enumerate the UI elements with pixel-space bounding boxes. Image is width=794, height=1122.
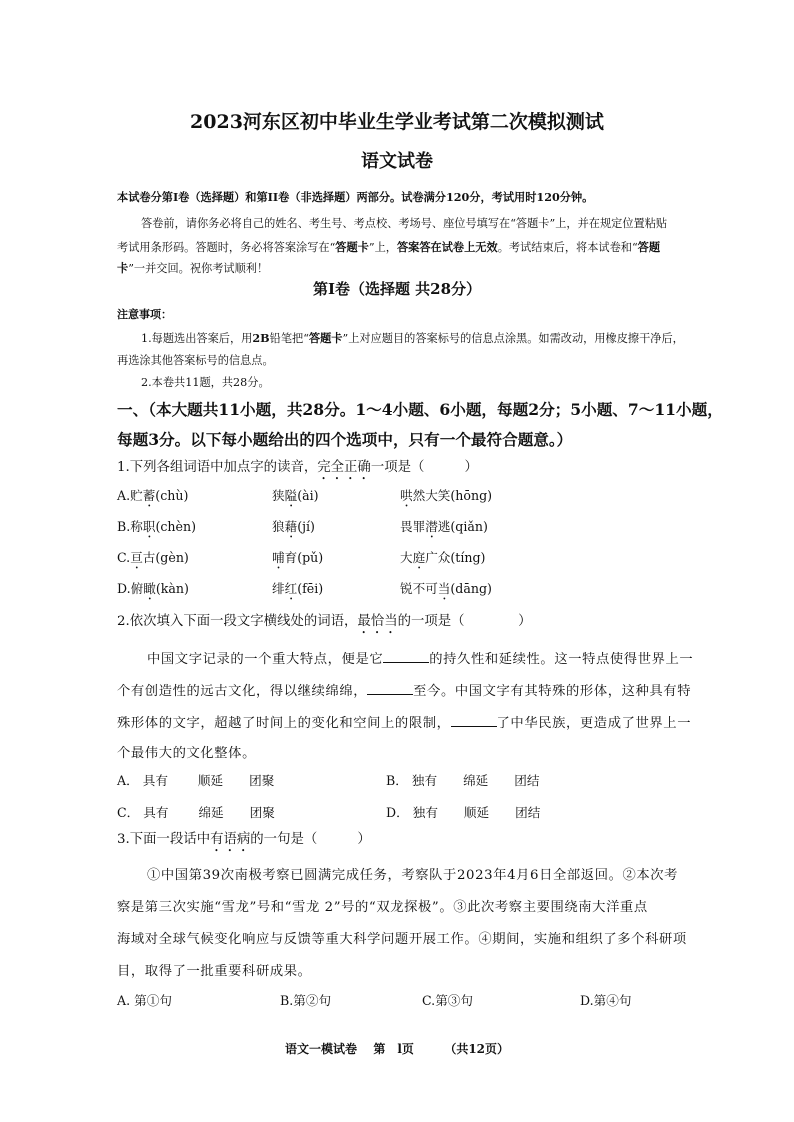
q2-paragraph-line-4: 个最伟大的文化整体。 [117, 746, 256, 761]
q1-stem-text: 1.下列各组词语中加点字的读音， [117, 460, 318, 475]
word: 育 [284, 550, 298, 565]
q1-option-a-w3 [400, 485, 492, 510]
option-word: 绵延 [198, 805, 224, 820]
note-text: 1.每题选出答案后，用 [141, 332, 253, 345]
note-emph: 答题卡 [308, 331, 343, 345]
option-word: 顺延 [463, 805, 490, 820]
q1-option-b-w2 [272, 516, 315, 541]
dotted-char: 瞰 [143, 581, 156, 596]
dotted-char: 当 [437, 581, 451, 596]
pinyin: (fēi) [297, 581, 324, 596]
para-text: 的持久性和延续性。这一特点使得世界上一 [429, 652, 694, 667]
pinyin: (gèn) [155, 550, 189, 565]
q3-option-b [280, 990, 331, 1009]
option-label: D. [117, 581, 131, 596]
intro-bold-line: 本试卷分第Ⅰ卷（选择题）和第II卷（非选择题）两部分。试卷满分120分，考试用时120分钟。 [117, 190, 594, 204]
q3-paragraph-line-4: 目，取得了一批重要科研成果。 [117, 964, 312, 979]
intro-emph: 答题 [637, 240, 661, 254]
q2-paragraph-line-2 [117, 680, 691, 699]
word: 畏罪 [400, 519, 426, 534]
note-emph: 2B [252, 331, 270, 345]
intro-text: 考试用条形码。答题时，务必将答案涂写在“ [117, 241, 336, 254]
intro-line-2 [117, 239, 660, 255]
para-text: 个有创造性的远古文化，得以继续绵绵， [117, 684, 368, 699]
q3-stem-text: 的一句是（ ） [250, 832, 371, 847]
q2-option-b [386, 770, 539, 789]
word: 狭 [272, 488, 285, 503]
q1-option-c [117, 547, 189, 572]
option-word: 具有 [142, 773, 168, 788]
q3-stem-text: 3.下面一段话中 [117, 832, 211, 847]
q1-option-c-w2 [272, 547, 323, 572]
pinyin: (dāng) [450, 581, 492, 596]
q2-stem-text: 2.依次填入下面一段文字横线处的词语， [117, 614, 358, 629]
option-text: 第②句 [293, 993, 332, 1008]
option-word: 团结 [514, 773, 540, 788]
option-word: 顺延 [197, 773, 224, 788]
option-word: 具有 [143, 805, 169, 820]
note-2: 2.本卷共11题，共28分。 [141, 376, 270, 389]
footer-page-total: （共12页） [444, 1042, 510, 1056]
pinyin: (chù) [155, 488, 189, 503]
word: 逃 [437, 519, 451, 534]
q1-stem [117, 456, 478, 483]
word: 广众 [425, 550, 451, 565]
fill-blank [367, 682, 413, 695]
dotted-char: 蓄 [142, 488, 156, 503]
q3-paragraph-line-1: ①中国第39次南极考察已圆满完成任务，考察队于2023年4月6日全部返回。②本次考 [147, 868, 679, 883]
exam-title: 2023河东区初中毕业生学业考试第二次模拟测试 [190, 111, 604, 133]
footer-page-number: 第 l页 [373, 1042, 414, 1056]
q2-stem-text: 的一项是（ ） [397, 614, 532, 629]
dotted-char: 藉 [284, 519, 298, 534]
q1-option-a-w2 [272, 485, 319, 510]
intro-text: 。考试结束后，将本试卷和“ [497, 241, 638, 254]
q3-stem [117, 828, 371, 855]
q3-option-a [117, 990, 172, 1009]
intro-text: ”上， [368, 241, 397, 254]
q2-option-a [117, 770, 274, 789]
word: 狼 [272, 519, 285, 534]
q3-option-d [580, 990, 631, 1009]
option-label: C． [117, 805, 140, 820]
pinyin: (pǔ) [297, 550, 324, 565]
fill-blank [383, 650, 429, 663]
pinyin: (jí) [297, 519, 315, 534]
q2-paragraph-line-3 [117, 712, 691, 731]
pinyin: (ài) [297, 488, 319, 503]
para-text: 殊形体的文字，超越了时间上的变化和空间上的限制， [117, 716, 451, 731]
q1-option-a [117, 485, 188, 510]
q3-paragraph-line-2: 察是第三次实施“雪龙”号和“雪龙 2”号的“双龙探极”。③此次考察主要围绕南大洋重点 [117, 900, 648, 915]
note-1-cont: 再选涂其他答案标号的信息点。 [117, 354, 274, 367]
exam-subtitle: 语文试卷 [361, 151, 433, 172]
intro-line-1: 答卷前，请你务必将自己的姓名、考生号、考点校、考场号、座位号填写在“答题卡”上，并在规定位置粘贴 [141, 217, 668, 230]
q2-option-d [386, 802, 540, 821]
word: 绯 [272, 581, 285, 596]
intro-emph: 卡 [117, 261, 129, 275]
para-text: 了中华民族，更造成了世界上一 [496, 716, 692, 731]
q2-paragraph-line-1 [147, 648, 693, 667]
intro-emph: 答案答在试卷上无效 [396, 240, 498, 254]
option-word: 独有 [412, 805, 438, 820]
q1-stem-text: 一项是（ ） [370, 460, 478, 475]
q1-option-d-w2 [272, 578, 323, 603]
word: 俯 [130, 581, 144, 596]
intro-line-3 [117, 260, 268, 276]
q2-stem [117, 610, 532, 637]
pinyin: (qiǎn) [450, 519, 488, 534]
option-word: 独有 [411, 773, 438, 788]
dotted-char: 亘 [130, 550, 143, 565]
word: 然大笑 [412, 488, 451, 503]
dotted-char: 潜 [425, 519, 438, 534]
option-word: 绵延 [463, 773, 489, 788]
dotted-char: 哄 [400, 488, 413, 503]
option-label: B. [117, 519, 131, 534]
q1-option-b-w3 [400, 516, 488, 541]
option-word: 团聚 [249, 805, 275, 820]
q1-option-b [117, 516, 196, 541]
option-label: D． [386, 805, 409, 820]
q1-option-c-w3 [400, 547, 485, 572]
part1-line-1: 一、（本大题共11小题，共28分。1～4小题、6小题，每题2分；5小题、7～11小题， [117, 400, 723, 419]
option-text: 第③句 [435, 993, 473, 1008]
option-label: A. [117, 993, 131, 1008]
notes-heading: 注意事项： [117, 308, 172, 321]
q3-stem-emph: 有语病 [210, 832, 251, 847]
footer-title: 语文一模试卷 [284, 1042, 357, 1056]
option-word: 团聚 [249, 773, 275, 788]
word: 锐不可 [400, 581, 438, 596]
page-footer [0, 1040, 794, 1057]
option-label: B. [280, 993, 294, 1008]
para-text: 至今。中国文字有其特殊的形体，这种具有特 [413, 684, 692, 699]
dotted-char: 红 [284, 581, 298, 596]
q2-option-c [117, 802, 275, 821]
option-label: C. [422, 993, 436, 1008]
q1-option-d-w3 [400, 578, 492, 603]
part1-line-2: 每题3分。以下每小题给出的四个选项中，只有一个最符合题意。） [117, 430, 573, 449]
q2-stem-emph: 最恰当 [357, 614, 398, 629]
dotted-char: 职 [142, 519, 156, 534]
option-label: A. [117, 488, 131, 503]
pinyin: (chèn) [155, 519, 197, 534]
word: 称 [130, 519, 143, 534]
q1-option-d [117, 578, 189, 603]
option-text: 第④句 [593, 993, 632, 1008]
word: 贮 [130, 488, 143, 503]
word: 古 [142, 550, 156, 565]
note-text: 铅笔把“ [269, 332, 309, 345]
option-label: B． [386, 773, 408, 788]
pinyin: (kàn) [155, 581, 189, 596]
word: 大 [400, 550, 413, 565]
pinyin: (hōng) [450, 488, 493, 503]
intro-text: ”一并交回。祝你考试顺利！ [128, 262, 269, 275]
note-1 [141, 330, 684, 346]
para-text: 中国文字记录的一个重大特点，便是它 [147, 652, 384, 667]
intro-emph: 答题卡 [335, 240, 369, 254]
option-label: A． [117, 773, 139, 788]
option-word: 团结 [515, 805, 541, 820]
dotted-char: 庭 [412, 550, 426, 565]
pinyin: (tíng) [450, 550, 486, 565]
option-label: C. [117, 550, 131, 565]
section-title: 第Ⅰ卷（选择题 共28分） [312, 280, 482, 298]
option-text: 第①句 [134, 993, 172, 1008]
note-text: ”上对应题目的答案标号的信息点涂黑。如需改动，用橡皮擦干净后， [342, 332, 684, 345]
q3-option-c [422, 990, 473, 1009]
q3-paragraph-line-3: 海域对全球气候变化响应与反馈等重大科学问题开展工作。④期间，实施和组织了多个科研项 [117, 932, 687, 947]
dotted-char: 隘 [284, 488, 298, 503]
q1-stem-emph: 完全正确 [317, 460, 371, 475]
option-label: D. [580, 993, 594, 1008]
dotted-char: 哺 [272, 550, 285, 565]
fill-blank [451, 714, 497, 727]
